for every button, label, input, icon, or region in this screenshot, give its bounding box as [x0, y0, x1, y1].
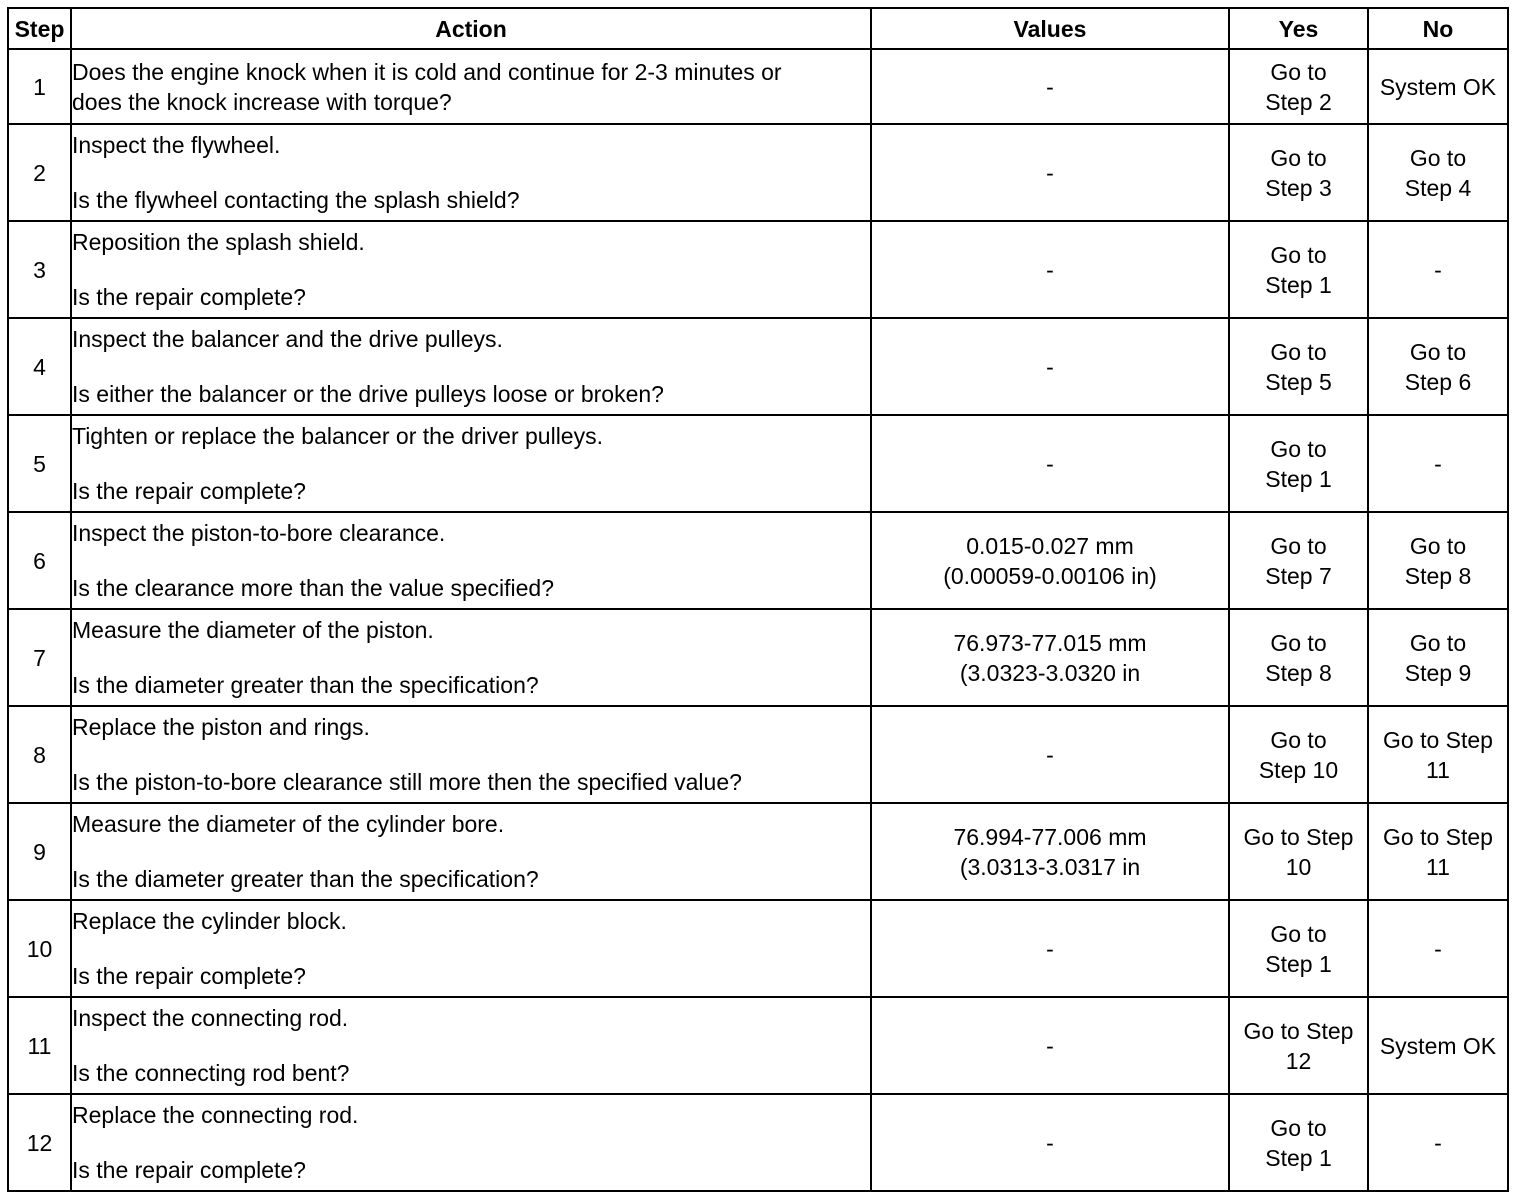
value-line: -	[1046, 741, 1054, 768]
table-row	[8, 221, 1508, 318]
yes-cell	[1229, 124, 1368, 221]
yes-line: 10	[1285, 853, 1312, 880]
line-gap	[72, 1033, 870, 1058]
action-instruction: Inspect the balancer and the drive pulleys.	[72, 326, 503, 352]
values-cell	[871, 1094, 1229, 1191]
yes-line: Step 2	[1265, 88, 1332, 115]
action-question: Is the repair complete?	[72, 284, 306, 310]
header-action: Action	[71, 8, 871, 49]
action-question: Is the diameter greater than the specification?	[72, 672, 539, 698]
yes-line: Step 10	[1258, 756, 1339, 783]
action-question: Is either the balancer or the drive pulleys loose or broken?	[72, 381, 664, 407]
values-cell	[871, 706, 1229, 803]
line-gap	[72, 354, 870, 379]
no-line: -	[1434, 256, 1442, 283]
value-line: -	[1046, 1032, 1054, 1059]
values-cell	[871, 609, 1229, 706]
header-yes: Yes	[1229, 8, 1368, 49]
line-gap	[72, 645, 870, 670]
action-instruction: Replace the connecting rod.	[72, 1102, 359, 1128]
no-line: Step 6	[1404, 368, 1472, 395]
line-gap	[72, 1130, 870, 1155]
yes-line: Go to	[1270, 726, 1327, 753]
table-row	[8, 803, 1508, 900]
action-cell	[71, 512, 871, 609]
yes-line: Step 7	[1265, 562, 1332, 589]
yes-line: Step 1	[1265, 950, 1332, 977]
table-body	[8, 49, 1508, 1191]
no-line: 11	[1426, 756, 1450, 783]
action-cell	[71, 706, 871, 803]
action-question: Is the piston-to-bore clearance still more then the specified value?	[72, 769, 742, 795]
action-cell	[71, 997, 871, 1094]
yes-line: Step 8	[1265, 659, 1332, 686]
no-cell	[1368, 318, 1508, 415]
action-cell	[71, 415, 871, 512]
no-line: Step 9	[1404, 659, 1472, 686]
action-instruction: Measure the diameter of the cylinder bore.	[72, 811, 505, 837]
yes-line: Step 1	[1265, 271, 1332, 298]
values-cell	[871, 900, 1229, 997]
no-cell	[1368, 706, 1508, 803]
value-line: -	[1046, 256, 1054, 283]
action-question: Is the connecting rod bent?	[72, 1060, 350, 1086]
action-instruction: Measure the diameter of the piston.	[72, 617, 434, 643]
no-line: Go to	[1409, 532, 1467, 559]
step-number: 4	[8, 318, 71, 415]
step-number: 5	[8, 415, 71, 512]
no-cell	[1368, 1094, 1508, 1191]
value-line: 76.994-77.006 mm	[953, 823, 1147, 850]
no-line: Go to	[1409, 338, 1467, 365]
table-row	[8, 997, 1508, 1094]
table-row	[8, 512, 1508, 609]
table-row	[8, 1094, 1508, 1191]
values-cell	[871, 512, 1229, 609]
action-instruction: Does the engine knock when it is cold and continue for 2-3 minutes or	[72, 58, 782, 85]
value-line: -	[1046, 450, 1054, 477]
action-instruction: Tighten or replace the balancer or the driver pulleys.	[72, 423, 603, 449]
yes-line: Go to	[1270, 338, 1327, 365]
header-no: No	[1368, 8, 1508, 49]
values-cell	[871, 124, 1229, 221]
action-question: Is the clearance more than the value specified?	[72, 575, 555, 601]
value-line: (3.0323-3.0320 in	[959, 659, 1141, 686]
yes-cell	[1229, 900, 1368, 997]
table-row	[8, 706, 1508, 803]
values-cell	[871, 318, 1229, 415]
yes-line: Go to	[1270, 920, 1327, 947]
no-cell	[1368, 900, 1508, 997]
table-row	[8, 124, 1508, 221]
no-line: Go to Step	[1383, 726, 1493, 753]
action-cell	[71, 124, 871, 221]
step-number: 9	[8, 803, 71, 900]
yes-cell	[1229, 997, 1368, 1094]
diagnostic-table	[7, 7, 1509, 1192]
no-cell	[1368, 415, 1508, 512]
step-number: 2	[8, 124, 71, 221]
table-row	[8, 900, 1508, 997]
header-row	[8, 8, 1508, 49]
no-line: -	[1434, 935, 1442, 962]
value-line: -	[1046, 1129, 1054, 1156]
yes-cell	[1229, 803, 1368, 900]
line-gap	[72, 839, 870, 864]
value-line: -	[1046, 73, 1054, 100]
action-question: Is the repair complete?	[72, 963, 306, 989]
action-cell	[71, 1094, 871, 1191]
table-row	[8, 49, 1508, 124]
action-instruction: Replace the cylinder block.	[72, 908, 347, 934]
action-question: Is the repair complete?	[72, 1157, 306, 1183]
yes-cell	[1229, 221, 1368, 318]
step-number: 3	[8, 221, 71, 318]
yes-line: Go to Step	[1243, 1017, 1354, 1044]
no-cell	[1368, 803, 1508, 900]
step-number: 7	[8, 609, 71, 706]
table-row	[8, 318, 1508, 415]
no-cell	[1368, 49, 1508, 124]
yes-line: Go to	[1270, 241, 1327, 268]
no-line: -	[1434, 450, 1442, 477]
value-line: 76.973-77.015 mm	[953, 629, 1147, 656]
yes-cell	[1229, 49, 1368, 124]
yes-line: Go to	[1270, 144, 1327, 171]
line-gap	[72, 936, 870, 961]
yes-line: Step 1	[1265, 1144, 1332, 1171]
values-cell	[871, 415, 1229, 512]
action-cell	[71, 609, 871, 706]
value-line: (0.00059-0.00106 in)	[943, 562, 1157, 589]
yes-line: Go to Step	[1243, 823, 1354, 850]
step-number: 6	[8, 512, 71, 609]
line-gap	[72, 160, 870, 185]
no-cell	[1368, 512, 1508, 609]
action-question: Is the flywheel contacting the splash shield?	[72, 187, 520, 213]
no-line: Step 8	[1404, 562, 1472, 589]
action-instruction: Inspect the connecting rod.	[72, 1005, 349, 1031]
value-line: (3.0313-3.0317 in	[959, 853, 1141, 880]
action-question: does the knock increase with torque?	[72, 88, 452, 115]
step-number: 12	[8, 1094, 71, 1191]
value-line: 0.015-0.027 mm	[966, 532, 1134, 559]
values-cell	[871, 49, 1229, 124]
action-instruction: Replace the piston and rings.	[72, 714, 370, 740]
line-gap	[72, 548, 870, 573]
no-cell	[1368, 609, 1508, 706]
no-line: Go to	[1409, 144, 1467, 171]
action-cell	[71, 900, 871, 997]
yes-cell	[1229, 1094, 1368, 1191]
value-line: -	[1046, 159, 1054, 186]
action-instruction: Inspect the flywheel.	[72, 132, 281, 158]
no-line: Step 4	[1404, 174, 1472, 201]
step-number: 11	[8, 997, 71, 1094]
yes-line: Step 5	[1265, 368, 1332, 395]
yes-cell	[1229, 318, 1368, 415]
no-cell	[1368, 997, 1508, 1094]
yes-line: Go to	[1270, 435, 1327, 462]
no-line: Go to	[1409, 629, 1467, 656]
no-line: 11	[1426, 853, 1450, 880]
yes-line: Go to	[1270, 532, 1327, 559]
action-cell	[71, 221, 871, 318]
line-gap	[72, 742, 870, 767]
step-number: 10	[8, 900, 71, 997]
no-line: System OK	[1379, 73, 1497, 100]
no-line: Go to Step	[1383, 823, 1493, 850]
yes-line: Go to	[1270, 1114, 1327, 1141]
no-cell	[1368, 221, 1508, 318]
values-cell	[871, 997, 1229, 1094]
yes-line: Step 3	[1265, 174, 1332, 201]
no-line: System OK	[1379, 1032, 1497, 1059]
action-instruction: Inspect the piston-to-bore clearance.	[72, 520, 446, 546]
line-gap	[72, 257, 870, 282]
table-row	[8, 415, 1508, 512]
line-gap	[72, 451, 870, 476]
yes-cell	[1229, 415, 1368, 512]
step-number: 1	[8, 49, 71, 124]
yes-line: Go to	[1270, 58, 1327, 85]
step-number: 8	[8, 706, 71, 803]
yes-line: 12	[1285, 1047, 1312, 1074]
values-cell	[871, 803, 1229, 900]
action-instruction: Reposition the splash shield.	[72, 229, 365, 255]
no-cell	[1368, 124, 1508, 221]
value-line: -	[1046, 353, 1054, 380]
yes-cell	[1229, 512, 1368, 609]
header-values: Values	[871, 8, 1229, 49]
value-line: -	[1046, 935, 1054, 962]
yes-cell	[1229, 706, 1368, 803]
yes-line: Step 1	[1265, 465, 1332, 492]
no-line: -	[1434, 1129, 1442, 1156]
table-row	[8, 609, 1508, 706]
action-question: Is the diameter greater than the specification?	[72, 866, 539, 892]
values-cell	[871, 221, 1229, 318]
action-cell	[71, 49, 871, 124]
action-question: Is the repair complete?	[72, 478, 306, 504]
action-cell	[71, 318, 871, 415]
header-step: Step	[8, 8, 71, 49]
yes-cell	[1229, 609, 1368, 706]
yes-line: Go to	[1270, 629, 1327, 656]
action-cell	[71, 803, 871, 900]
